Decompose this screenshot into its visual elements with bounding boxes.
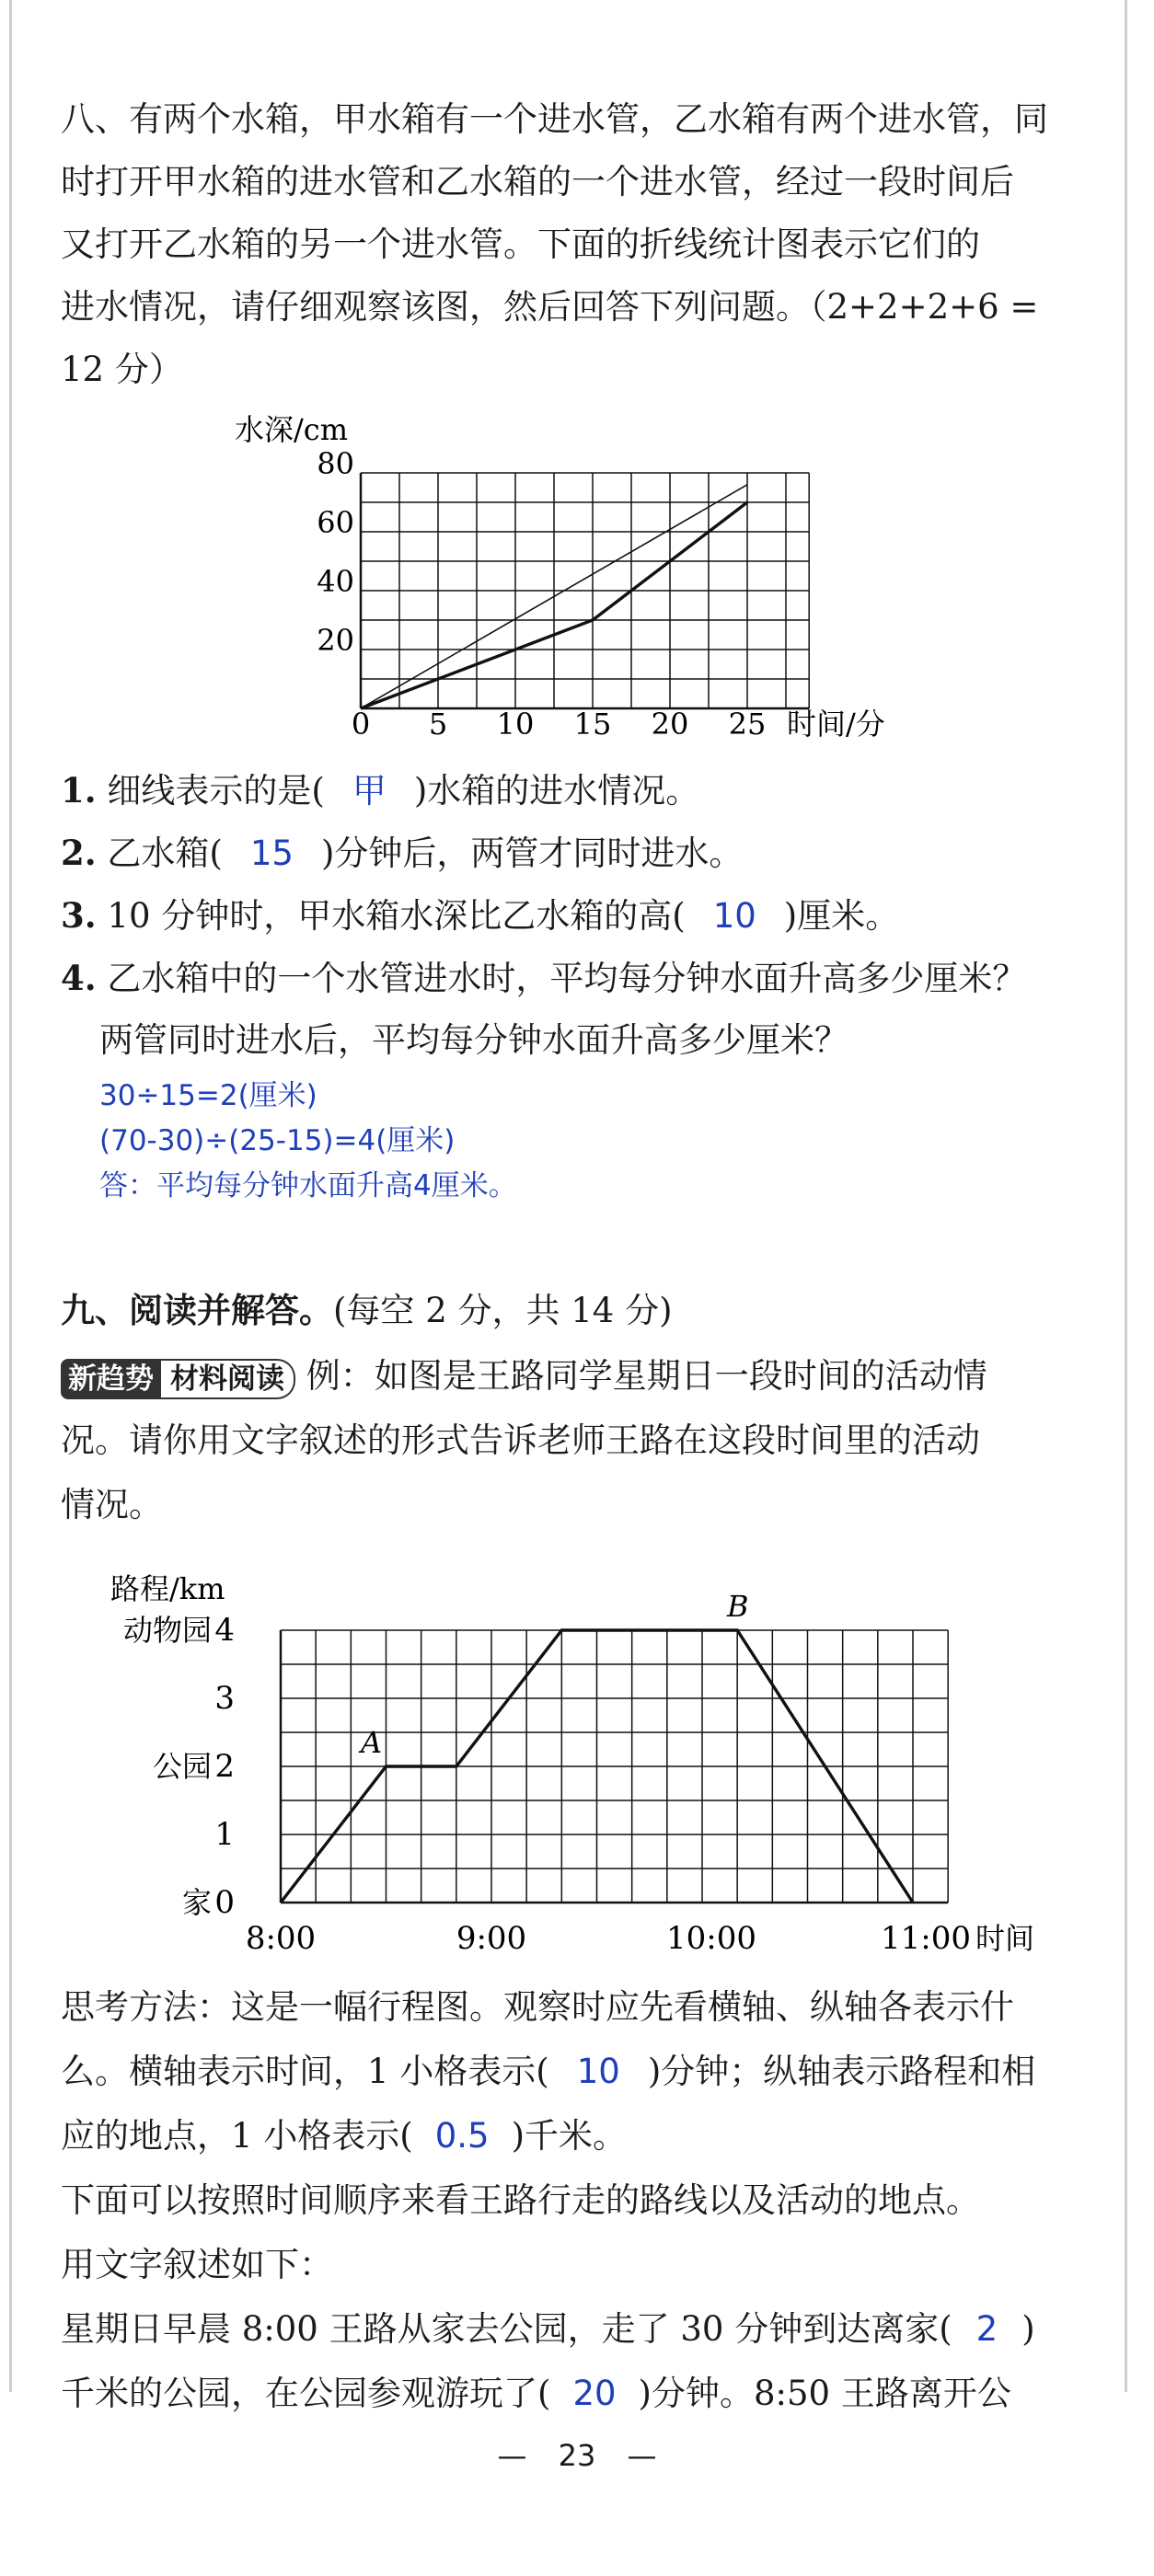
q3-answer: 10 — [712, 896, 756, 936]
chart2-place-labels — [123, 1613, 212, 1920]
question-3 — [61, 884, 899, 948]
story-line-1-pre: 星期日早晨 8:00 王路从家去公园，走了 30 分钟到达离家( — [61, 2309, 952, 2349]
left-margin-rule — [9, 0, 12, 2392]
question-2 — [61, 822, 743, 885]
page-footer — [0, 2438, 1154, 2473]
q1-text-pre: 细线表示的是( — [107, 771, 325, 811]
chart2-xtick-10: 10:00 — [666, 1920, 756, 1957]
story-line-2-post: )分钟。8:50 王路离开公 — [638, 2374, 1011, 2413]
chart2-ylabel: 路程/km — [110, 1571, 225, 1606]
q1-answer: 甲 — [352, 771, 387, 811]
chart1-yticks — [317, 446, 354, 658]
footer-dash-left: — — [497, 2438, 527, 2473]
chart1-ylabel: 水深/cm — [235, 412, 349, 447]
material-reading-tag: 材料阅读 — [161, 1359, 295, 1399]
section8-line-5: 12 分） — [61, 350, 183, 389]
chart2-grid — [281, 1630, 948, 1903]
chart2-point-b: B — [727, 1589, 749, 1624]
q2-text-post: )分钟后，两管才同时进水。 — [320, 834, 744, 873]
section9-intro-2: 况。请你用文字叙述的形式告诉老师王路在这段时间里的活动 — [61, 1420, 980, 1460]
chart1-ytick-80: 80 — [317, 446, 354, 481]
chart2-place-home: 家 — [181, 1885, 212, 1920]
section8-line-3: 又打开乙水箱的另一个进水管。下面的折线统计图表示它们的 — [61, 224, 980, 264]
q3-number: 3. — [61, 895, 97, 936]
q3-text-pre: 10 分钟时，甲水箱水深比乙水箱的高( — [107, 896, 686, 936]
chart1-xtick-20: 20 — [651, 707, 689, 742]
section9-intro-3: 情况。 — [61, 1485, 163, 1524]
chart2-ytick-2: 2 — [214, 1748, 235, 1785]
chart2-xticks — [246, 1920, 971, 1957]
right-margin-rule — [1125, 0, 1127, 2392]
chart2-xlabel: 时间 — [975, 1921, 1035, 1956]
chart1-xtick-25: 25 — [728, 707, 767, 742]
section8-line-2: 时打开甲水箱的进水管和乙水箱的一个进水管，经过一段时间后 — [61, 162, 1014, 201]
chart2-xtick-11: 11:00 — [881, 1920, 971, 1957]
q2-answer: 15 — [249, 834, 294, 873]
think-line-1: 思考方法：这是一幅行程图。观察时应先看横轴、纵轴各表示什 — [61, 1987, 1014, 2027]
chart2-xtick-9: 9:00 — [456, 1920, 527, 1957]
think-line-3-pre: 应的地点，1 小格表示( — [61, 2116, 413, 2156]
q1-text-post: )水箱的进水情况。 — [413, 771, 700, 811]
chart1-xtick-10: 10 — [496, 707, 535, 742]
chart2-ytick-0: 0 — [214, 1884, 235, 1921]
chart2-point-a: A — [361, 1725, 383, 1760]
story-line-1-post: ) — [1021, 2309, 1035, 2349]
think-answer-km: 0.5 — [434, 2116, 490, 2156]
chart2-ytick-4: 4 — [214, 1612, 235, 1649]
q1-number: 1. — [61, 770, 97, 811]
section8-line-4: 进水情况，请仔细观察该图，然后回答下列问题。（2+2+2+6 = — [61, 287, 1039, 327]
section9-score: (每空 2 分，共 14 分) — [333, 1291, 673, 1330]
q4-number: 4. — [61, 958, 97, 998]
q3-text-post: )厘米。 — [783, 896, 900, 936]
chart2-ytick-3: 3 — [214, 1680, 235, 1717]
think-line-3-post: )千米。 — [511, 2116, 628, 2156]
chart2-ytick-1: 1 — [214, 1816, 235, 1853]
think-answer-minutes: 10 — [576, 2052, 620, 2091]
story-answer-distance: 2 — [975, 2309, 998, 2349]
story-line-2 — [61, 2363, 1011, 2425]
para-line-1: 下面可以按照时间顺序来看王路行走的路线以及活动的地点。 — [61, 2180, 980, 2220]
water-depth-chart — [184, 405, 939, 764]
chart2-place-park: 公园 — [152, 1749, 212, 1784]
footer-dash-right: — — [627, 2438, 657, 2473]
story-line-2-pre: 千米的公园，在公园参观游玩了( — [61, 2374, 551, 2413]
chart1-ytick-20: 20 — [317, 623, 354, 658]
chart1-xtick-5: 5 — [428, 707, 448, 742]
question-4-line-2: 两管同时进水后，平均每分钟水面升高多少厘米？ — [99, 1020, 848, 1060]
story-line-1 — [61, 2298, 1035, 2361]
chart1-ytick-40: 40 — [317, 564, 354, 599]
question-1 — [61, 759, 699, 822]
story-answer-duration: 20 — [572, 2374, 617, 2413]
q2-text-pre: 乙水箱( — [107, 834, 223, 873]
q4-line-1: 乙水箱中的一个水管进水时，平均每分钟水面升高多少厘米？ — [107, 959, 1027, 998]
section9-intro-1 — [61, 1345, 987, 1408]
work-line-1: 30÷15=2(厘米) — [99, 1079, 317, 1112]
section9-title: 九、阅读并解答。 — [61, 1290, 333, 1330]
section9-heading — [61, 1279, 673, 1342]
chart2-yticks — [214, 1612, 235, 1921]
chart1-xtick-0: 0 — [351, 707, 371, 742]
travel-distance-chart — [92, 1555, 1067, 1969]
new-trend-tag: 新趋势 — [61, 1359, 161, 1399]
para-line-2: 用文字叙述如下： — [61, 2245, 333, 2284]
chart1-xlabel: 时间/分 — [787, 707, 885, 742]
think-line-2 — [61, 2041, 1035, 2103]
think-line-2-post: )分钟；纵轴表示路程和相 — [647, 2052, 1036, 2091]
chart1-ytick-60: 60 — [317, 505, 354, 540]
chart2-xtick-8: 8:00 — [245, 1920, 317, 1957]
chart1-xtick-15: 15 — [573, 707, 612, 742]
page-number: 23 — [558, 2438, 596, 2473]
section9-intro-1-text: 例：如图是王路同学星期日一段时间的活动情 — [306, 1356, 987, 1396]
question-4 — [61, 947, 1026, 1010]
chart2-place-zoo: 动物园 — [122, 1613, 212, 1648]
section8-line-1: 八、有两个水箱，甲水箱有一个进水管，乙水箱有两个进水管，同 — [61, 99, 1048, 139]
q2-number: 2. — [61, 833, 97, 873]
work-line-3: 答：平均每分钟水面升高4厘米。 — [99, 1169, 517, 1202]
think-line-3 — [61, 2105, 627, 2168]
work-line-2: (70-30)÷(25-15)=4(厘米) — [99, 1124, 456, 1157]
think-line-2-pre: 么。横轴表示时间，1 小格表示( — [61, 2052, 549, 2091]
chart1-xticks — [352, 707, 767, 742]
